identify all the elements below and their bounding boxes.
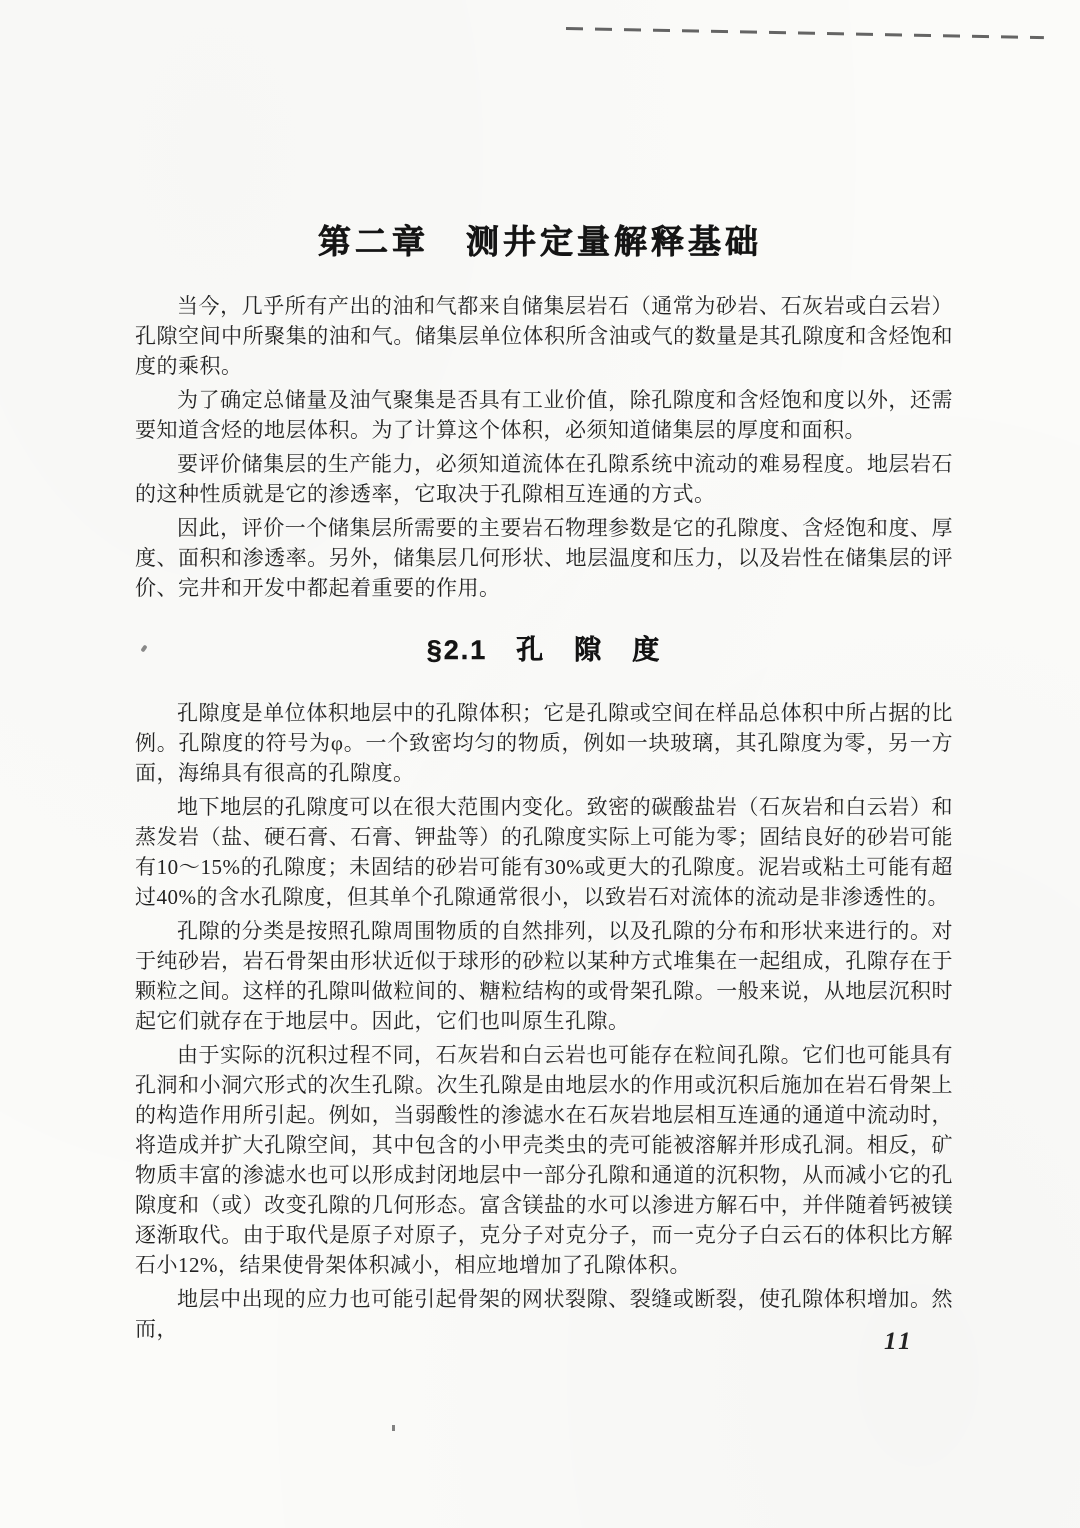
scan-speck	[392, 1425, 395, 1431]
chapter-title: 第二章 测井定量解释基础	[318, 223, 762, 261]
paragraph: 孔隙的分类是按照孔隙周围物质的自然排列，以及孔隙的分布和形状来进行的。对于纯砂岩，岩石骨架由形状近似于球形的砂粒以某种方式堆集在一起组成，孔隙存在于颗粒之间。这样的孔隙叫做粒间的、糖粒结构的或骨架孔隙。一般来说，从地层沉积时起它们就存在于地层中。因此，它们也叫原生孔隙。	[135, 919, 953, 1033]
paragraph: 孔隙度是单位体积地层中的孔隙体积；它是孔隙或空间在样品总体积中所占据的比例。孔隙度的符号为φ。一个致密均匀的物质，例如一块玻璃，其孔隙度为零，另一方面，海绵具有很高的孔隙度。	[135, 701, 953, 785]
paragraph: 当今，几乎所有产出的油和气都来自储集层岩石（通常为砂岩、石灰岩或白云岩）孔隙空间中所聚集的油和气。储集层单位体积所含油或气的数量是其孔隙度和含烃饱和度的乘积。	[135, 294, 953, 378]
paragraph: 因此，评价一个储集层所需要的主要岩石物理参数是它的孔隙度、含烃饱和度、厚度、面积和渗透率。另外，储集层几何形状、地层温度和压力，以及岩性在储集层的评价、完井和开发中都起着重要的作用。	[135, 516, 953, 600]
paragraph: 由于实际的沉积过程不同，石灰岩和白云岩也可能存在粒间孔隙。它们也可能具有孔洞和小洞穴形式的次生孔隙。次生孔隙是由地层水的作用或沉积后施加在岩石骨架上的构造作用所引起。例如，当弱酸性的渗滤水在石灰岩地层相互连通的通道中流动时，将造成并扩大孔隙空间，其中包含的小甲壳类虫的壳可能被溶解并形成孔洞。相反，矿物质丰富的渗滤水也可以形成封闭地层中一部分孔隙和通道的沉积物，从而减小它的孔隙度和（或）改变孔隙的几何形态。富含镁盐的水可以渗进方解石中，并伴随着钙被镁逐渐取代。由于取代是原子对原子，克分子对克分子，而一克分子白云石的体积比方解石小12%，结果使骨架体积减小，相应地增加了孔隙体积。	[135, 1043, 953, 1277]
paragraph: 地层中出现的应力也可能引起骨架的网状裂隙、裂缝或断裂，使孔隙体积增加。然而，	[135, 1287, 953, 1341]
dashed-rule	[566, 27, 1044, 39]
paragraph: 要评价储集层的生产能力，必须知道流体在孔隙系统中流动的难易程度。地层岩石的这种性质就是它的渗透率，它取决于孔隙相互连通的方式。	[135, 452, 953, 506]
page-body	[135, 291, 953, 1348]
page-number: 11	[884, 1328, 914, 1355]
section-heading: §2.1 孔 隙 度	[426, 635, 662, 665]
paragraph: 为了确定总储量及油气聚集是否具有工业价值，除孔隙度和含烃饱和度以外，还需要知道含烃的地层体积。为了计算这个体积，必须知道储集层的厚度和面积。	[135, 388, 953, 442]
paragraph: 地下地层的孔隙度可以在很大范围内变化。致密的碳酸盐岩（石灰岩和白云岩）和蒸发岩（盐、硬石膏、石膏、钾盐等）的孔隙度实际上可能为零；固结良好的砂岩可能有10～15%的孔隙度；未固结的砂岩可能有30%或更大的孔隙度。泥岩或粘土可能有超过40%的含水孔隙度，但其单个孔隙通常很小，以致岩石对流体的流动是非渗透性的。	[135, 795, 953, 909]
